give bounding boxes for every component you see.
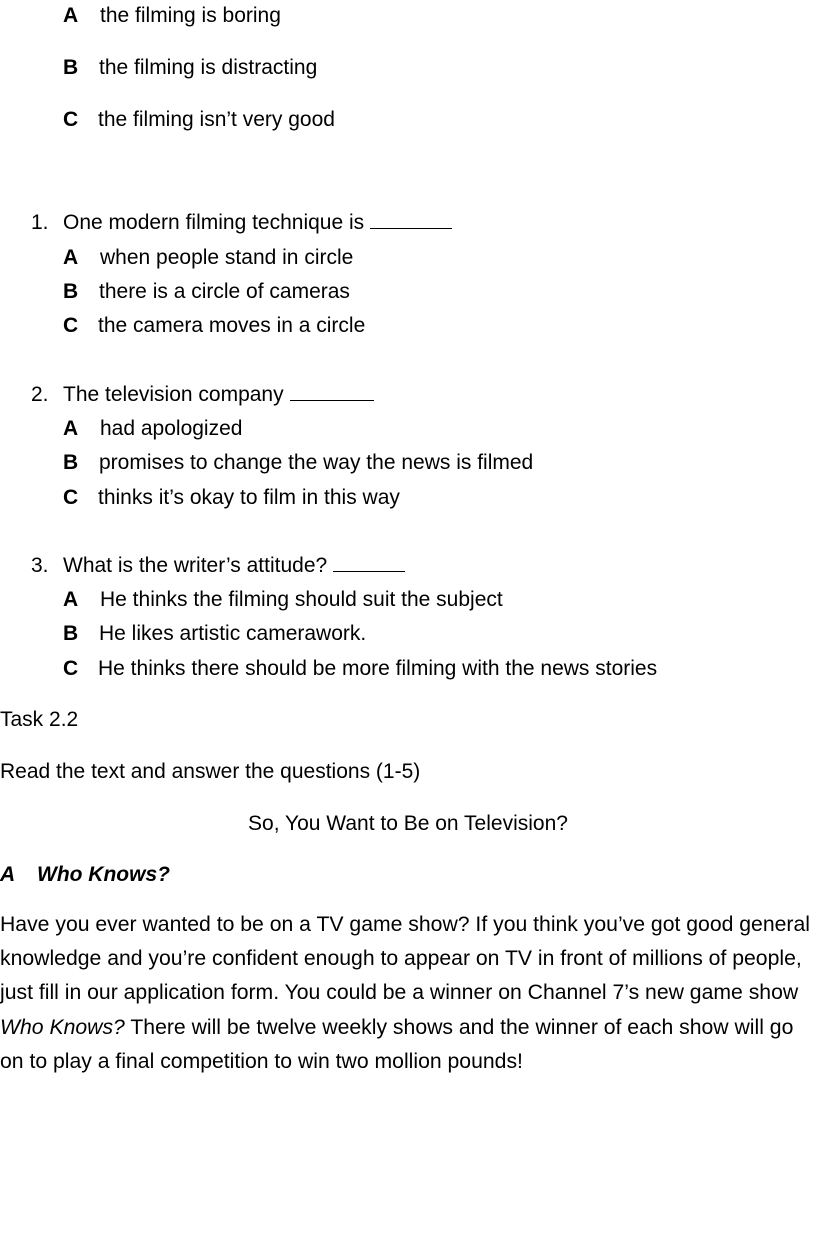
answer-blank (290, 399, 374, 401)
question-text: What is the writer’s attitude? (63, 554, 328, 577)
option-text: the camera moves in a circle (98, 314, 366, 337)
text-title: So, You Want to Be on Television? (248, 812, 568, 835)
instruction: Read the text and answer the questions (1-5) (0, 760, 421, 783)
option-text: He thinks the filming should suit the subject (100, 588, 503, 611)
option-letter-c: C (63, 108, 79, 131)
option-letter-a: A (63, 588, 79, 611)
option-text: the filming is boring (100, 4, 281, 27)
option-text: had apologized (100, 417, 243, 440)
option-letter-b: B (63, 622, 79, 645)
paragraph-text: Have you ever wanted to be on a TV game show? If you think you’ve got good general knowledge and you’re confident enough to appear on TV in front of millions of people, just fill in our application form. You could be a winner on Channel 7’s new game show (0, 913, 810, 1005)
option-text: when people stand in circle (100, 246, 354, 269)
option-letter-a: A (63, 246, 79, 269)
question-text: One modern filming technique is (63, 211, 365, 234)
option-letter-c: C (63, 657, 79, 680)
question-number: 1. (31, 211, 49, 234)
question-1 (63, 210, 452, 235)
option-letter-c: C (63, 486, 79, 509)
section-paragraph (0, 908, 810, 1079)
section-heading: Who Knows? (37, 863, 170, 886)
option-text: the filming isn’t very good (98, 108, 335, 131)
paragraph-text: There will be twelve weekly shows and the winner of each show will go on to play a final competition to win two mollion pounds! (0, 1015, 794, 1073)
section-letter: A (0, 863, 16, 886)
question-number: 3. (31, 554, 49, 577)
option-letter-c: C (63, 314, 79, 337)
option-letter-b: B (63, 280, 79, 303)
option-text: thinks it’s okay to film in this way (98, 486, 400, 509)
question-2 (63, 382, 374, 407)
option-letter-b: B (63, 451, 79, 474)
answer-blank (370, 227, 452, 229)
option-text: He thinks there should be more filming with the news stories (98, 657, 658, 680)
question-3 (63, 553, 405, 578)
option-letter-b: B (63, 56, 79, 79)
task-label: Task 2.2 (0, 708, 79, 731)
question-number: 2. (31, 383, 49, 406)
option-letter-a: A (63, 4, 79, 27)
question-text: The television company (63, 383, 284, 406)
show-title: Who Knows? (0, 1015, 125, 1039)
option-text: there is a circle of cameras (99, 280, 350, 303)
option-text: He likes artistic camerawork. (99, 622, 367, 645)
option-letter-a: A (63, 417, 79, 440)
option-text: promises to change the way the news is filmed (99, 451, 534, 474)
option-text: the filming is distracting (99, 56, 318, 79)
answer-blank (333, 570, 405, 572)
